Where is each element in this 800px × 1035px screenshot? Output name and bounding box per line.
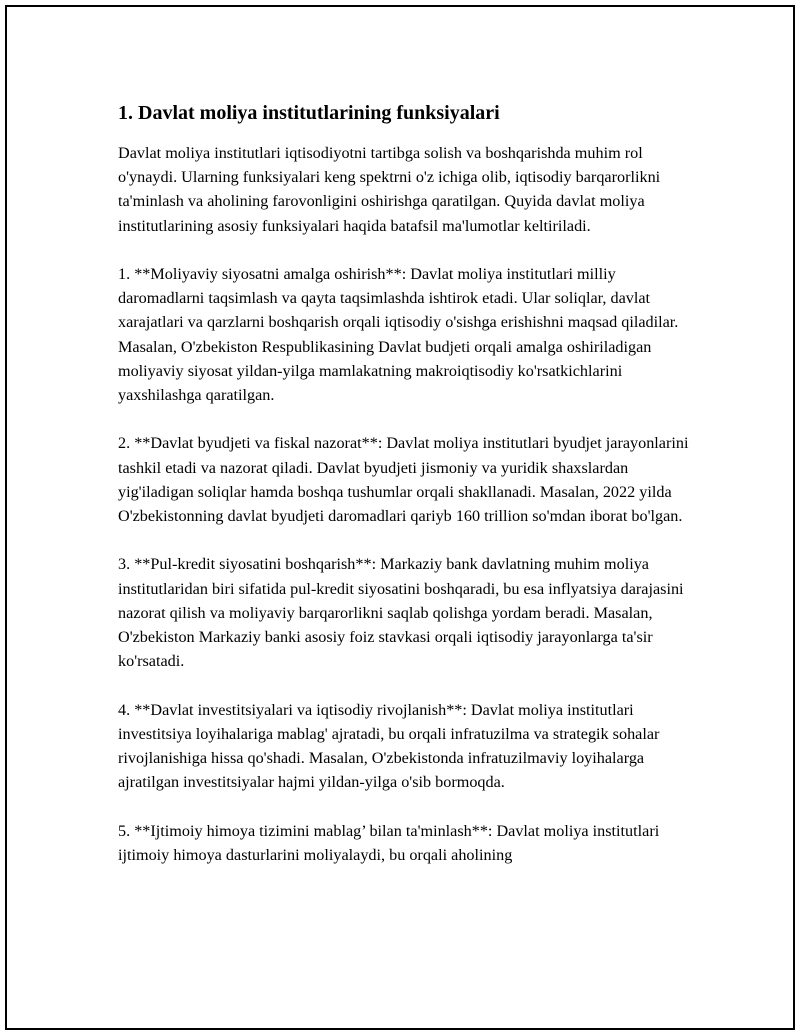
paragraph-fiscal-policy: 1. **Moliyaviy siyosatni amalga oshirish**: Davlat moliya institutlari milliy daromadlarni taqsimlash va qayta taqsimlashda ishtirok etadi. Ular soliqlar, davlat xarajatlari va qarzlarni boshqarish orqali iqtisodiy o'sishga erishishni maqsad qiladilar. Masalan, O'zbekiston Respublikasining Davlat budjeti orqali amalga oshiriladigan moliyaviy siyosat yildan-yilga mamlakatning makroiqtisodiy ko'rsatkichlarini yaxshilashga qaratilgan. [118,265,679,405]
document-page [5,5,795,1030]
paragraph-monetary-policy: 3. **Pul-kredit siyosatini boshqarish**: Markaziy bank davlatning muhim moliya institutlaridan biri sifatida pul-kredit siyosatini boshqaradi, bu esa inflyatsiya darajasini nazorat qilish va moliyaviy barqarorlikni saqlab qolishga yordam beradi. Masalan, O'zbekiston Markaziy banki asosiy foiz stavkasi orqali iqtisodiy jarayonlarga ta'sir ko'rsatadi. [118,555,684,671]
paragraph-state-investments: 4. **Davlat investitsiyalari va iqtisodiy rivojlanish**: Davlat moliya institutlari investitsiya loyihalariga mablag' ajratadi, bu orqali infratuzilma va strategik sohalar rivojlanishiga hissa qo'shadi. Masalan, O'zbekistonda infratuzilmaviy loyihalarga ajratilgan investitsiyalar hajmi yildan-yilga o'sib bormoqda. [118,700,660,792]
paragraph-state-budget: 2. **Davlat byudjeti va fiskal nazorat**: Davlat moliya institutlari byudjet jarayonlarini tashkil etadi va nazorat qiladi. Davlat byudjeti jismoniy va yuridik shaxslardan yig'iladigan soliqlar hamda boshqa tushumlar orqali shakllanadi. Masalan, 2022 yilda O'zbekistonning davlat byudjeti daromadlari qariyb 160 trillion so'mdan iborat bo'lgan. [118,434,689,526]
paragraph-social-protection: 5. **Ijtimoiy himoya tizimini mablag’ bilan ta'minlash**: Davlat moliya institutlari ijtimoiy himoya dasturlarini moliyalaydi, bu orqali aholining [118,821,660,864]
section-heading: 1. Davlat moliya institutlarining funksiyalari [118,102,500,124]
intro-paragraph: Davlat moliya institutlari iqtisodiyotni tartibga solish va boshqarishda muhim rol o'ynaydi. Ularning funksiyalari keng spektrni o'z ichiga olib, iqtisodiy barqarorlikni ta'minlash va aholining farovonligini oshirishga qaratilgan. Quyida davlat moliya institutlarining asosiy funksiyalari haqida batafsil ma'lumotlar keltiriladi. [118,144,661,235]
document-body [118,99,698,891]
